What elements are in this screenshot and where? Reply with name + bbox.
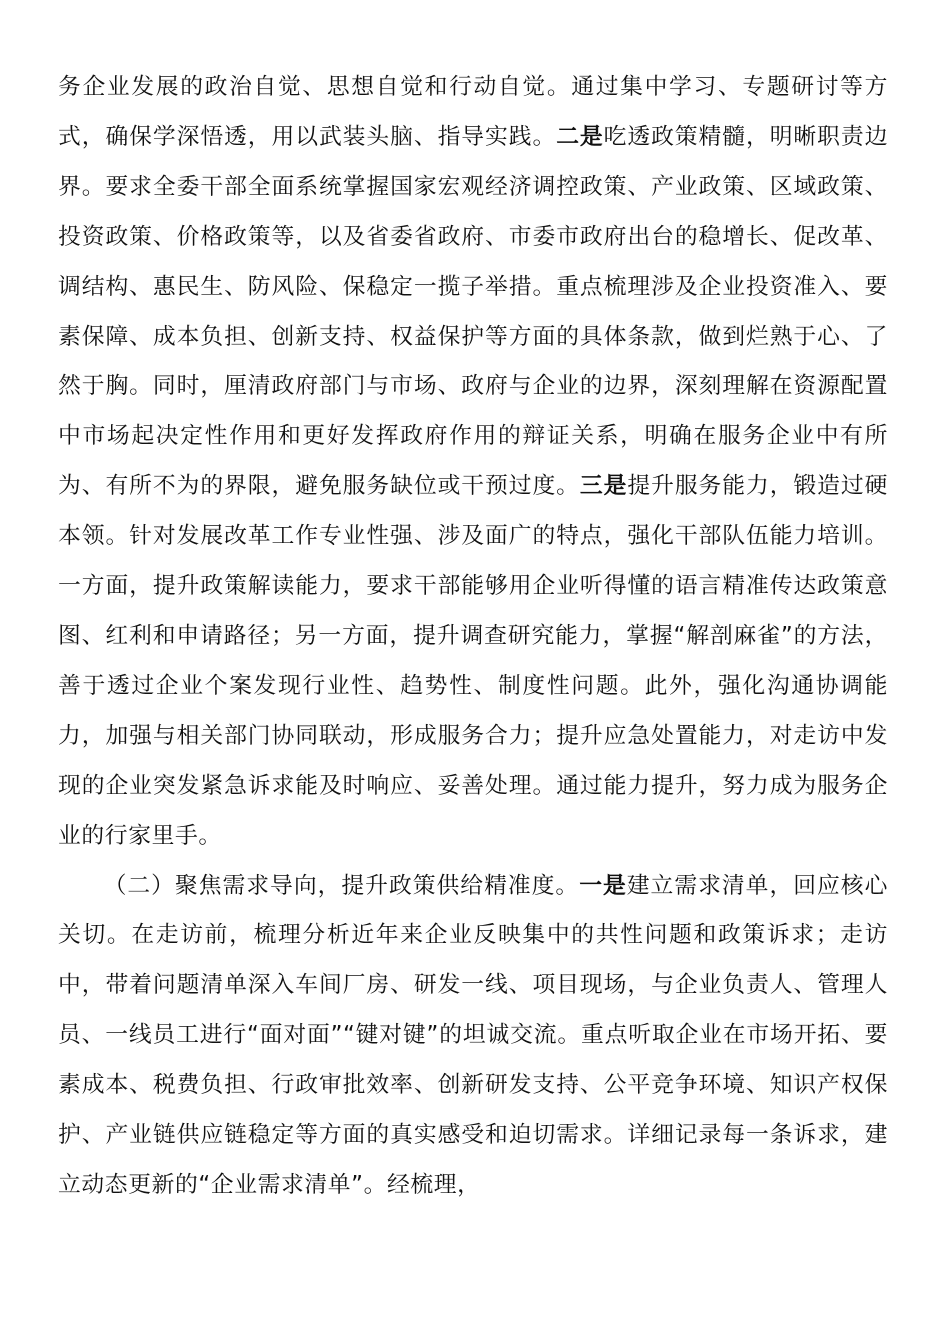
para1-run-2-bold-label: 二是 xyxy=(556,123,604,150)
para1-run-1: 务企业发展的政治自觉、思想自觉和行动自觉。通过集中学习、专题研讨等方式，确保学深悟透，用以武装头脑、指导实践。 xyxy=(58,74,888,150)
para2-run-2-bold-label: 一是 xyxy=(579,872,627,899)
para2-run-1: （二）聚焦需求导向，提升政策供给精准度。 xyxy=(103,872,580,899)
paragraph-1 xyxy=(58,63,888,862)
para2-run-3: 建立需求清单，回应核心关切。在走访前，梳理分析近年来企业反映集中的共性问题和政策诉求；走访中，带着问题清单深入车间厂房、研发一线、项目现场，与企业负责人、管理人员、一线员工进行“面对面”“键对键”的坦诚交流。重点听取企业在市场开拓、要素成本、税费负担、行政审批效率、创新研发支持、公平竞争环境、知识产权保护、产业链供应链稳定等方面的真实感受和迫切需求。详细记录每一条诉求，建立动态更新的“企业需求清单”。经梳理， xyxy=(58,872,888,1198)
paragraph-2 xyxy=(58,862,888,1211)
document-page xyxy=(58,63,888,1211)
para1-run-4-bold-label: 三是 xyxy=(579,473,628,500)
para1-run-3: 吃透政策精髓，明晰职责边界。要求全委干部全面系统掌握国家宏观经济调控政策、产业政策、区域政策、投资政策、价格政策等，以及省委省政府、市委市政府出台的稳增长、促改革、调结构、惠民生、防风险、保稳定一揽子举措。重点梳理涉及企业投资准入、要素保障、成本负担、创新支持、权益保护等方面的具体条款，做到烂熟于心、了然于胸。同时，厘清政府部门与市场、政府与企业的边界，深刻理解在资源配置中市场起决定性作用和更好发挥政府作用的辩证关系，明确在服务企业中有所为、有所不为的界限，避免服务缺位或干预过度。 xyxy=(58,123,888,500)
para1-run-5: 提升服务能力，锻造过硬本领。针对发展改革工作专业性强、涉及面广的特点，强化干部队伍能力培训。一方面，提升政策解读能力，要求干部能够用企业听得懂的语言精准传达政策意图、红利和申请路径；另一方面，提升调查研究能力，掌握“解剖麻雀”的方法，善于透过企业个案发现行业性、趋势性、制度性问题。此外，强化沟通协调能力，加强与相关部门协同联动，形成服务合力；提升应急处置能力，对走访中发现的企业突发紧急诉求能及时响应、妥善处理。通过能力提升，努力成为服务企业的行家里手。 xyxy=(58,473,889,849)
